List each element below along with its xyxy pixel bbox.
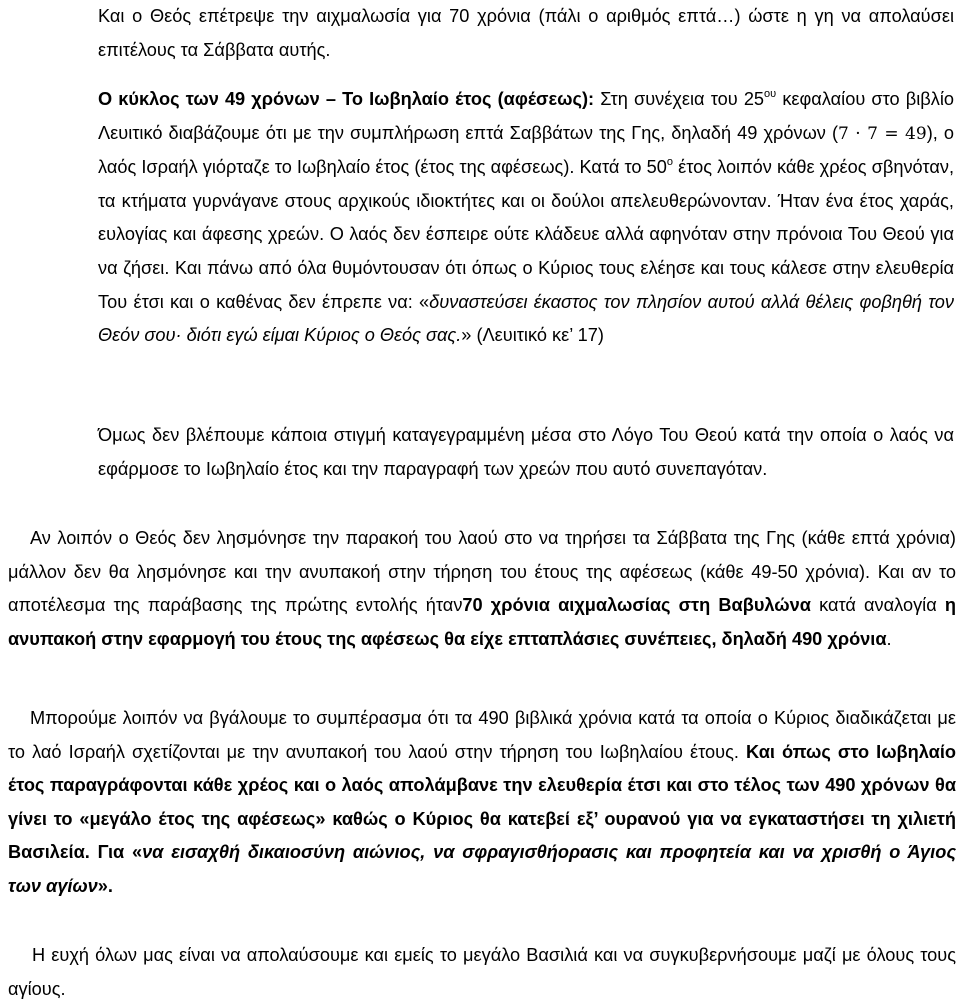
leviticus-quote: δυναστεύσει έκαστος τον πλησίον αυτού αλλά θέλεις φοβηθή τον Θεόν σου· διότι εγώ είμαι Κύριος ο Θεός σας. <box>98 291 955 346</box>
conclusion-text-1: Μπορούμε λοιπόν να βγάλουμε το συμπέρασμα ότι τα 490 βιβλικά χρόνια κατά τα οποία ο Κύριος διαδικάζεται με το λαό Ισραήλ σχετίζονται με την ανυπακοή του λαού στην τήρηση του Ιωβηλαίου έτους. <box>8 708 956 762</box>
jubilee-heading: Ο κύκλος των 49 χρόνων – Το Ιωβηλαίο έτος (αφέσεως): <box>98 89 595 109</box>
ordinal-superscript-ou: ου <box>764 88 777 100</box>
paragraph-wish-text: Η ευχή όλων μας είναι να απολαύσουμε και εμείς το μεγάλο Βασιλιά και να συγκυβερνήσουμε μαζί με όλους τους αγίους. <box>8 945 956 999</box>
conclusion-bold-text: Και όπως στο Ιωβηλαίο έτος παραγράφονται κάθε χρέος και ο λαός απολάμβανε την ελευθερία έτσι και στο τέλος των 490 χρόνων θα γίνει το «μεγάλο έτος της αφέσεως» καθώς ο Κύριος θα κατεβεί εξ’ ουρανού για να εγκαταστήσει τη χιλιετή Βασιλεία. Για « <box>8 741 956 863</box>
conclusion-bold-end: ». <box>97 875 113 896</box>
jubilee-text-4: έτος λοιπόν κάθε χρέος σβηνόταν, τα κτήματα γυρνάγανε στους αρχικούς ιδιοκτήτες και οι δούλοι απελευθερώνονταν. Ήταν ένα έτος χαράς, ευλογίας και άφεσης χρεών. Ο λαός δεν έσπειρε ούτε κλάδευε αλλά αφηνόταν στην πρόνοια Του Θεού για να ζήσει. Και πάνω από όλα θυμόντουσαν ότι όπως ο Κύριος τους ελέησε και τους κάλεσε στην ελευθερία Του έτσι και ο καθένας δεν έπρεπε να: « <box>98 157 954 312</box>
jubilee-citation: » (Λευιτικό κε’ 17) <box>461 325 604 346</box>
paragraph-captivity-text: Και ο Θεός επέτρεψε την αιχμαλωσία για 70 χρόνια (πάλι ο αριθμός επτά…) ώστε η γη να απολαύσει επιτέλους τα Σάββατα αυτής. <box>98 6 954 60</box>
jubilee-text-1: Στη συνέχεια του 25 <box>594 89 765 109</box>
ordinal-superscript-o: ο <box>666 156 673 169</box>
conclusion-bold-italic-quote: να εισαχθή δικαιοσύνη αιώνιος, να σφραγισθήορασις και προφητεία και να χρισθή ο Άγιος των αγίων <box>8 842 956 896</box>
jubilee-text-3: ), ο λαός Ισραήλ γιόρταζε το Ιωβηλαίο έτος (έτος της αφέσεως). Κατά το 50 <box>98 122 954 178</box>
math-expression: 7 · 7 = 49 <box>838 123 927 144</box>
paragraph-wish <box>8 939 956 1006</box>
disobedience-bold-490-years: η ανυπακοή στην εφαρμογή του έτους της αφέσεως θα είχε επταπλάσιες συνέπειες, δηλαδή 490 χρόνια <box>8 595 956 649</box>
disobedience-text-2: κατά αναλογία <box>810 595 945 616</box>
paragraph-no-record-text: Όμως δεν βλέπουμε κάποια στιγμή καταγεγραμμένη μέσα στο Λόγο Του Θεού κατά την οποία ο λαός να εφάρμοσε το Ιωβηλαίο έτος και την παραγραφή των χρεών που αυτό συνεπαγόταν. <box>98 425 954 479</box>
paragraph-disobedience <box>8 522 956 656</box>
paragraph-conclusion <box>8 702 956 904</box>
paragraph-jubilee <box>98 83 954 353</box>
paragraph-captivity <box>98 0 954 67</box>
disobedience-text-1: Αν λοιπόν ο Θεός δεν λησμόνησε την παρακοή του λαού στο να τηρήσει τα Σάββατα της Γης (κάθε επτά χρόνια) μάλλον δεν θα λησμόνησε και την ανυπακοή στην τήρηση του έτους της αφέσεως (κάθε 49-50 χρόνια). Και αν το αποτέλεσμα της παράβασης της πρώτης εντολής ήταν <box>8 528 956 616</box>
jubilee-text-2: κεφαλαίου στο βιβλίο Λευιτικό διαβάζουμε ότι με την συμπλήρωση επτά Σαββάτων της Γης, δηλαδή 49 χρόνων ( <box>98 89 954 143</box>
disobedience-bold-70-years: 70 χρόνια αιχμαλωσίας στη Βαβυλώνα <box>462 595 811 616</box>
disobedience-text-3: . <box>886 628 892 649</box>
paragraph-no-record <box>98 419 954 486</box>
